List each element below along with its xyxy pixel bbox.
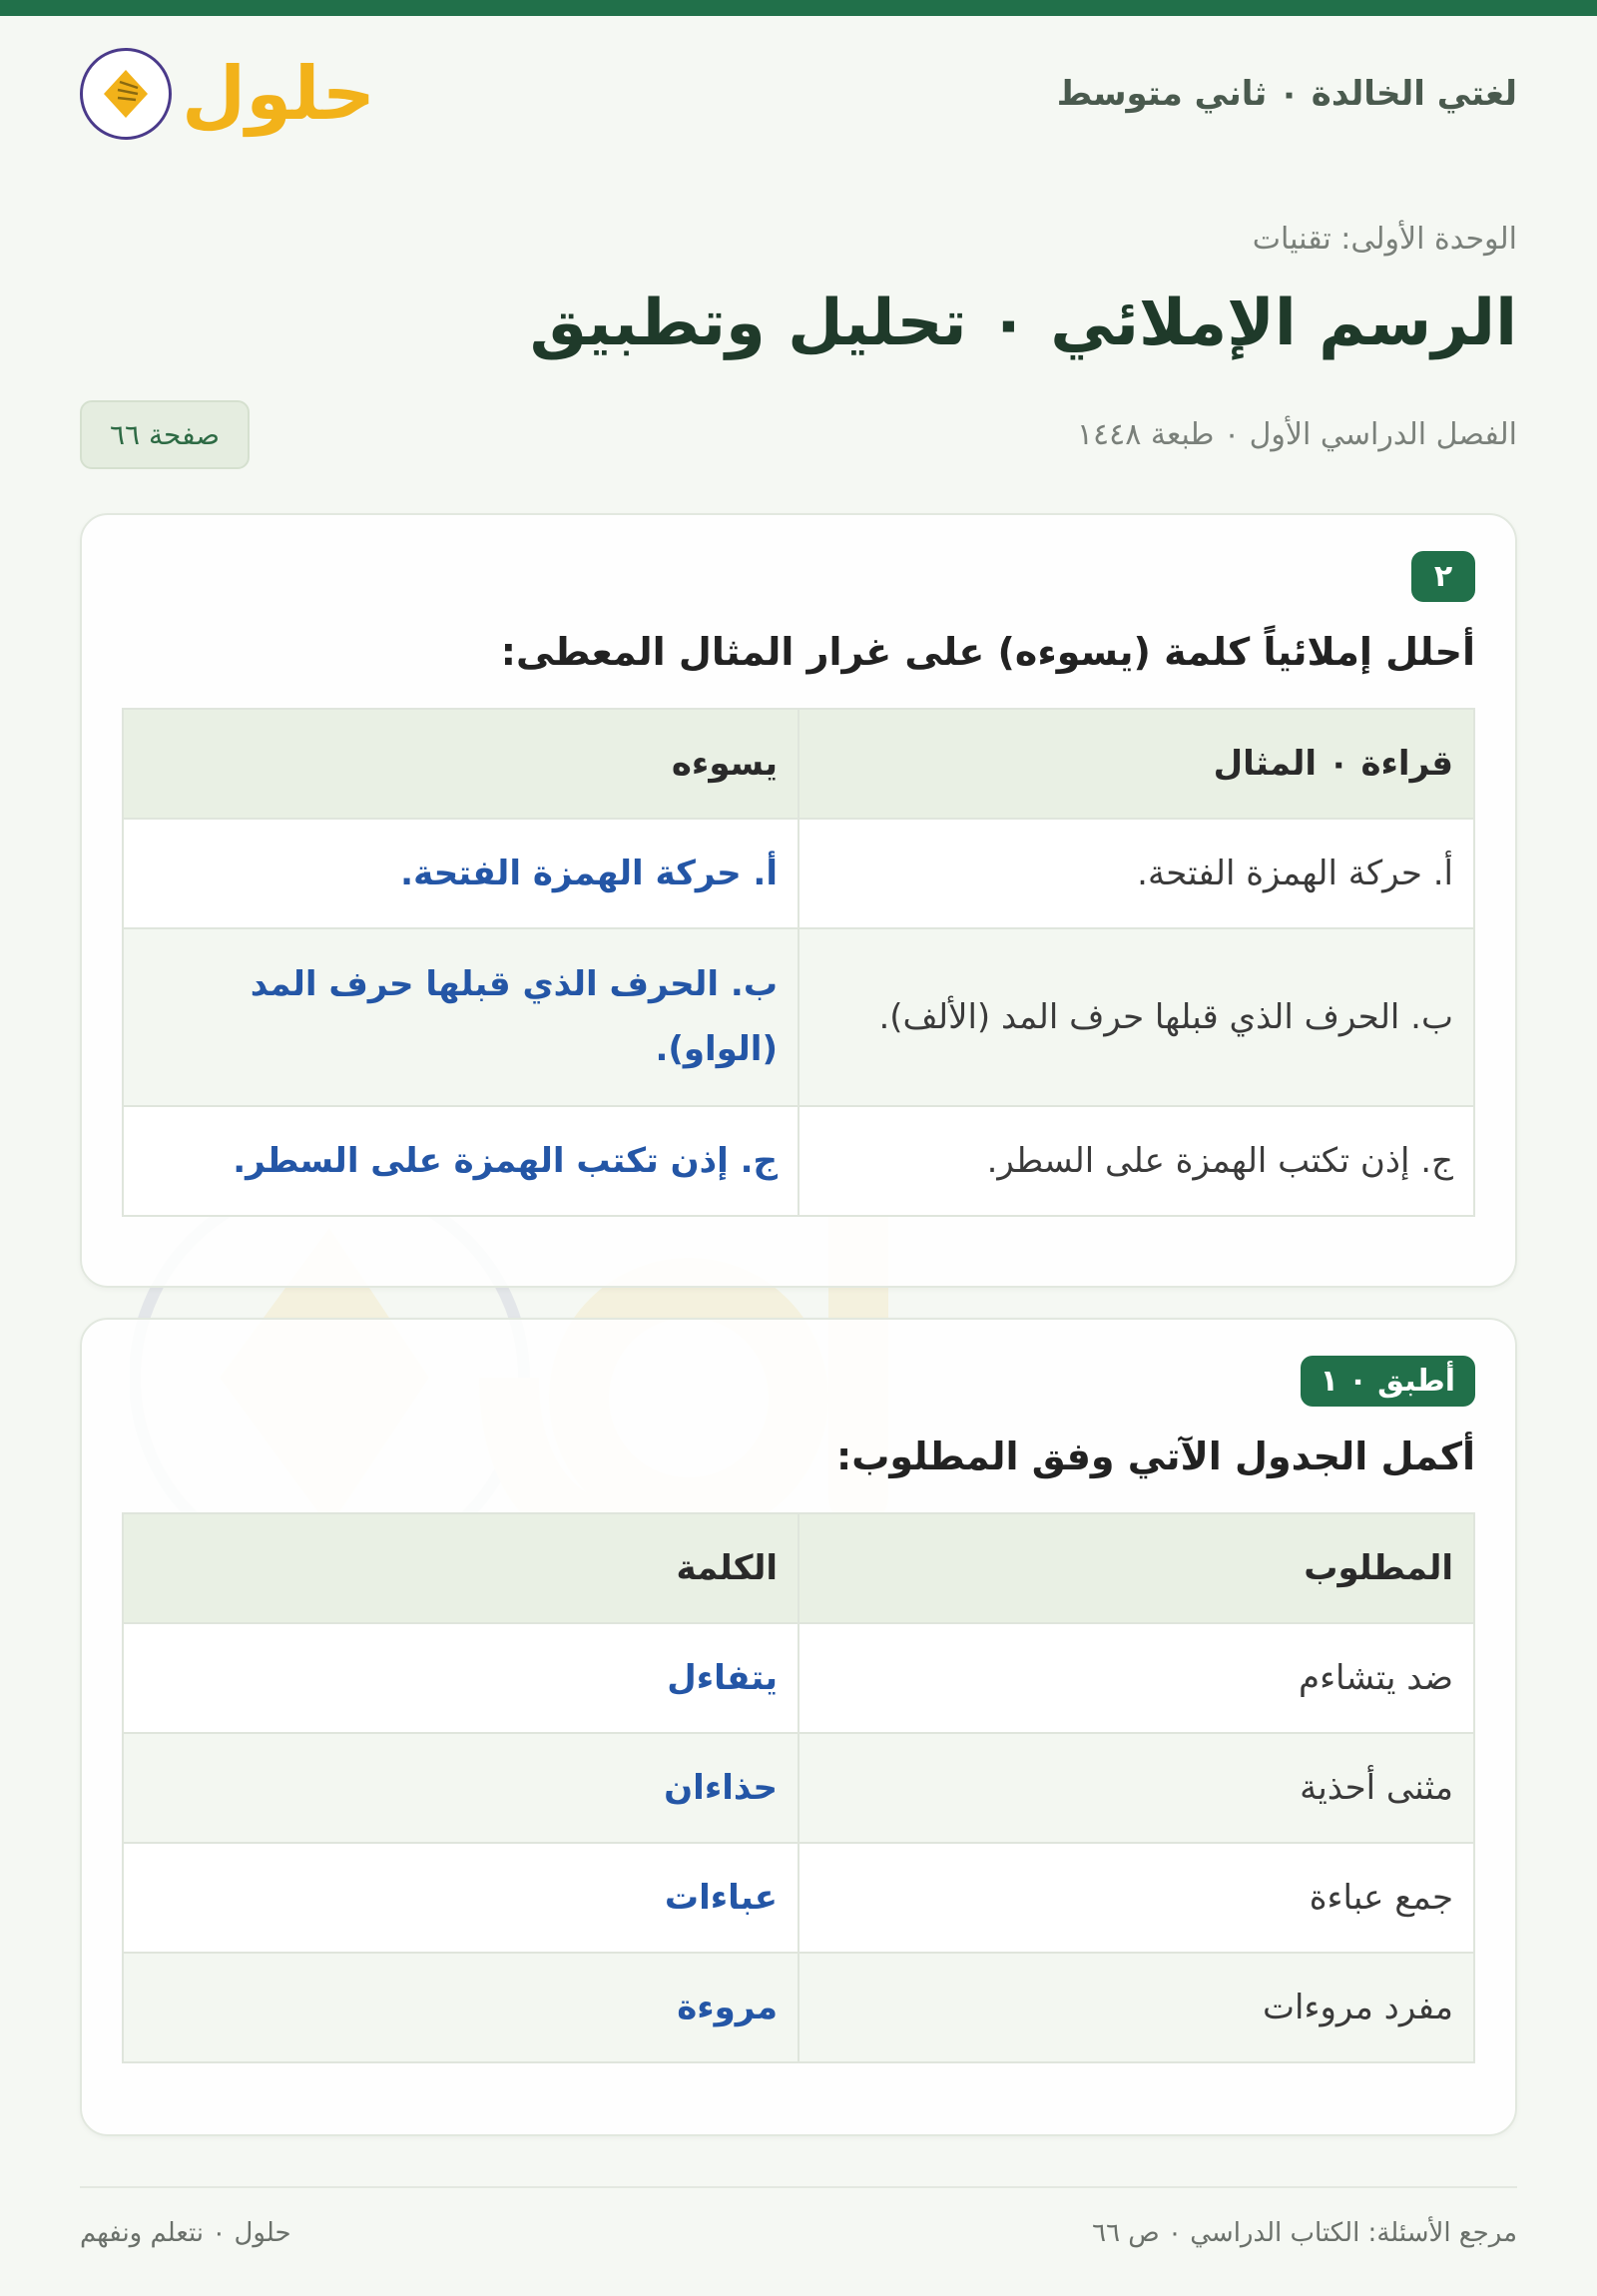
question-text: أكمل الجدول الآتي وفق المطلوب: bbox=[836, 1435, 1475, 1478]
answer-cell: ب. الحرف الذي قبلها حرف المد (الواو). bbox=[123, 928, 798, 1106]
question-number-badge: ٢ bbox=[1411, 551, 1475, 602]
unit-label: الوحدة الأولى: تقنيات bbox=[1252, 222, 1517, 257]
requirement-cell: ضد يتشاءم bbox=[798, 1623, 1474, 1733]
question-text: أحلل إملائياً كلمة (يسوءه) على غرار المثال المعطى: bbox=[500, 630, 1475, 674]
example-cell: ج. إذن تكتب الهمزة على السطر. bbox=[798, 1106, 1474, 1216]
logo-wordmark: حلول bbox=[182, 51, 376, 137]
answer-cell: عباءات bbox=[123, 1843, 798, 1953]
requirement-cell: جمع عباءة bbox=[798, 1843, 1474, 1953]
example-cell: أ. حركة الهمزة الفتحة. bbox=[798, 819, 1474, 928]
brand-logo bbox=[80, 48, 375, 140]
table-row bbox=[123, 928, 1474, 1106]
table-row bbox=[123, 1843, 1474, 1953]
page-header bbox=[80, 0, 1517, 160]
term-label: الفصل الدراسي الأول ٠ طبعة ١٤٤٨ bbox=[1076, 417, 1517, 452]
book-icon bbox=[80, 48, 172, 140]
footer-brand: حلول ٠ نتعلم ونفهم bbox=[80, 2218, 291, 2248]
table-header: يسوءه bbox=[123, 709, 798, 819]
table-row bbox=[123, 1623, 1474, 1733]
table-header: الكلمة bbox=[123, 1513, 798, 1623]
requirement-cell: مفرد مروءات bbox=[798, 1953, 1474, 2062]
table-header: المطلوب bbox=[798, 1513, 1474, 1623]
subject-title: لغتي الخالدة ٠ ثاني متوسط bbox=[1056, 74, 1517, 114]
answer-cell: أ. حركة الهمزة الفتحة. bbox=[123, 819, 798, 928]
question-card-2 bbox=[80, 1318, 1517, 2136]
table-header: قراءة ٠ المثال bbox=[798, 709, 1474, 819]
requirement-cell: مثنى أحذية bbox=[798, 1733, 1474, 1843]
table-row bbox=[123, 819, 1474, 928]
completion-table bbox=[122, 1512, 1475, 2063]
page-number-badge: صفحة ٦٦ bbox=[80, 400, 250, 469]
table-row bbox=[123, 1733, 1474, 1843]
reference-note: مرجع الأسئلة: الكتاب الدراسي ٠ ص ٦٦ bbox=[1092, 2218, 1517, 2248]
analysis-table bbox=[122, 708, 1475, 1217]
answer-cell: ج. إذن تكتب الهمزة على السطر. bbox=[123, 1106, 798, 1216]
page-footer bbox=[80, 2186, 1517, 2248]
answer-cell: حذاءان bbox=[123, 1733, 798, 1843]
exercise-badge: أطبق ٠ ١ bbox=[1301, 1356, 1475, 1407]
table-row bbox=[123, 1106, 1474, 1216]
question-card-1 bbox=[80, 513, 1517, 1288]
page-title: الرسم الإملائي ٠ تحليل وتطبيق bbox=[529, 287, 1517, 360]
table-row bbox=[123, 1953, 1474, 2062]
answer-cell: مروءة bbox=[123, 1953, 798, 2062]
example-cell: ب. الحرف الذي قبلها حرف المد (الألف). bbox=[798, 928, 1474, 1106]
answer-cell: يتفاءل bbox=[123, 1623, 798, 1733]
